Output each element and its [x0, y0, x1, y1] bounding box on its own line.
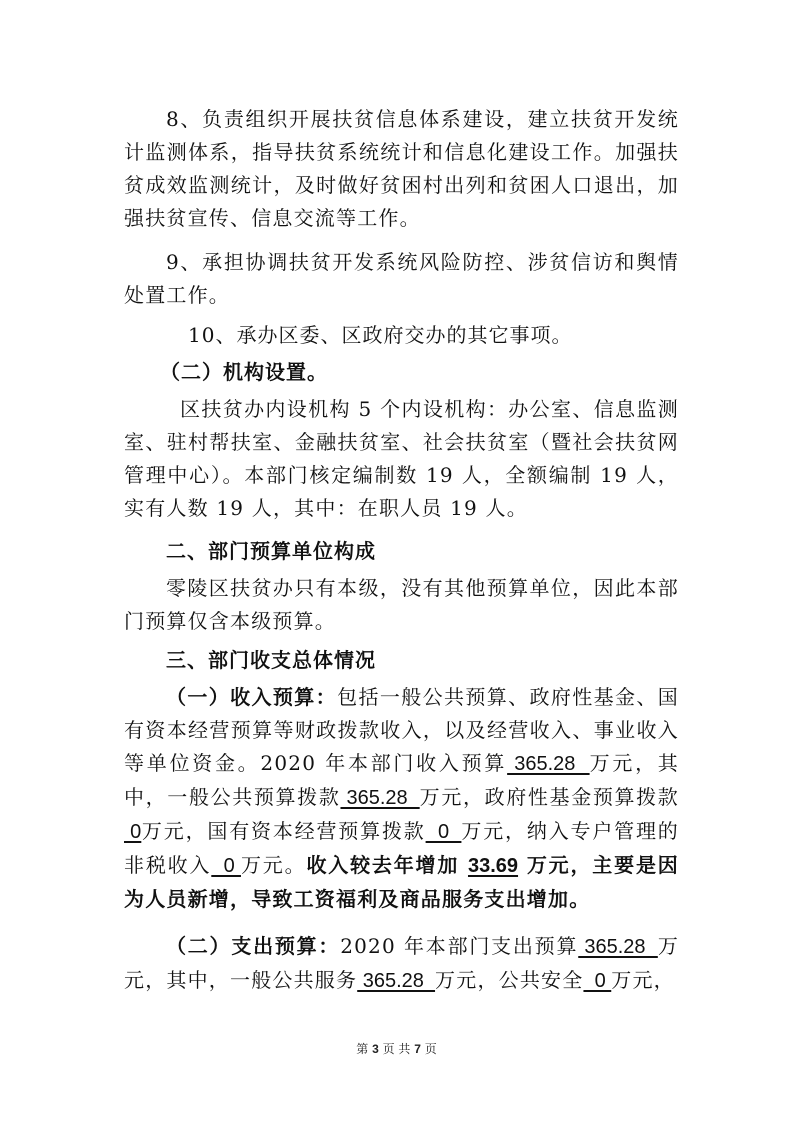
income-text-2: 万元，其中，一般公共预算拨款	[124, 751, 680, 809]
section-2-title: 二、部门预算单位构成	[166, 539, 376, 563]
income-total-value: 365.28	[507, 753, 590, 775]
income-budget-label: （一）收入预算：	[166, 685, 338, 709]
income-fund-value: 0	[124, 821, 142, 843]
duty-item-9: 9、承担协调扶贫开发系统风险防控、涉贫信访和舆情处置工作。	[124, 250, 679, 307]
org-paragraph: 区扶贫办内设机构 5 个内设机构：办公室、信息监测室、驻村帮扶室、金融扶贫室、社会扶贫室（暨社会扶贫网管理中心）。本部门核定编制数 19 人，全额编制 19 人，实有人数 19 人，其中：在职人员 19 人。	[124, 397, 679, 520]
footer-total-pages: 7	[414, 1042, 421, 1056]
footer-page-number: 3	[372, 1042, 379, 1056]
income-text-1: 包括一般公共预算、政府性基金、国有资本经营预算等财政拨款收入，以及经营收入、事业收入等单位资金。2020 年本部门收入预算	[124, 685, 679, 775]
income-nontax-value: 0	[211, 855, 241, 877]
income-increase-text-2: 万元，主要是因为人员新增，导致工资福利及商品服务支出增加。	[124, 853, 679, 911]
page-footer	[0, 1040, 793, 1057]
income-text-3: 万元，政府性基金预算拨款	[419, 785, 679, 809]
expense-security-value: 0	[583, 970, 612, 992]
income-budget-paragraph	[124, 681, 679, 916]
expense-total-value: 365.28	[578, 936, 658, 958]
expense-text-3: 万元，公共安全	[435, 968, 584, 992]
income-text-6: 万元。	[240, 853, 307, 877]
expense-budget-label: （二）支出预算：	[166, 934, 341, 958]
expense-budget-paragraph	[124, 930, 679, 998]
expense-text-2: 万元，其中，一般公共服务	[124, 934, 680, 992]
section-2-paragraph: 零陵区扶贫办只有本级，没有其他预算单位，因此本部门预算仅含本级预算。	[124, 576, 679, 633]
duty-item-10: 10、承办区委、区政府交办的其它事项。	[188, 323, 573, 347]
footer-middle: 页 共	[378, 1042, 415, 1056]
income-text-4: 万元，国有资本经营预算拨款	[141, 819, 426, 843]
income-text-5: 万元，纳入专户管理的非税收入	[124, 819, 679, 877]
expense-text-4: 万元，	[611, 968, 675, 992]
footer-prefix: 第	[356, 1042, 373, 1056]
footer-suffix: 页	[420, 1042, 437, 1056]
duty-item-8: 8、负责组织开展扶贫信息体系建设，建立扶贫开发统计监测体系，指导扶贫系统统计和信息化建设工作。加强扶贫成效监测统计，及时做好贫困村出列和贫困人口退出，加强扶贫宣传、信息交流等工作。	[124, 107, 679, 230]
expense-public-service-value: 365.28	[357, 970, 436, 992]
section-3-title: 三、部门收支总体情况	[166, 648, 376, 672]
income-increase-text-1: 收入较去年增加	[306, 853, 468, 877]
income-general-value: 365.28	[340, 787, 420, 809]
org-section-title: （二）机构设置。	[160, 360, 328, 384]
income-increase-value: 33.69	[467, 855, 519, 877]
income-capital-value: 0	[425, 821, 462, 843]
expense-text-1: 2020 年本部门支出预算	[340, 934, 579, 958]
